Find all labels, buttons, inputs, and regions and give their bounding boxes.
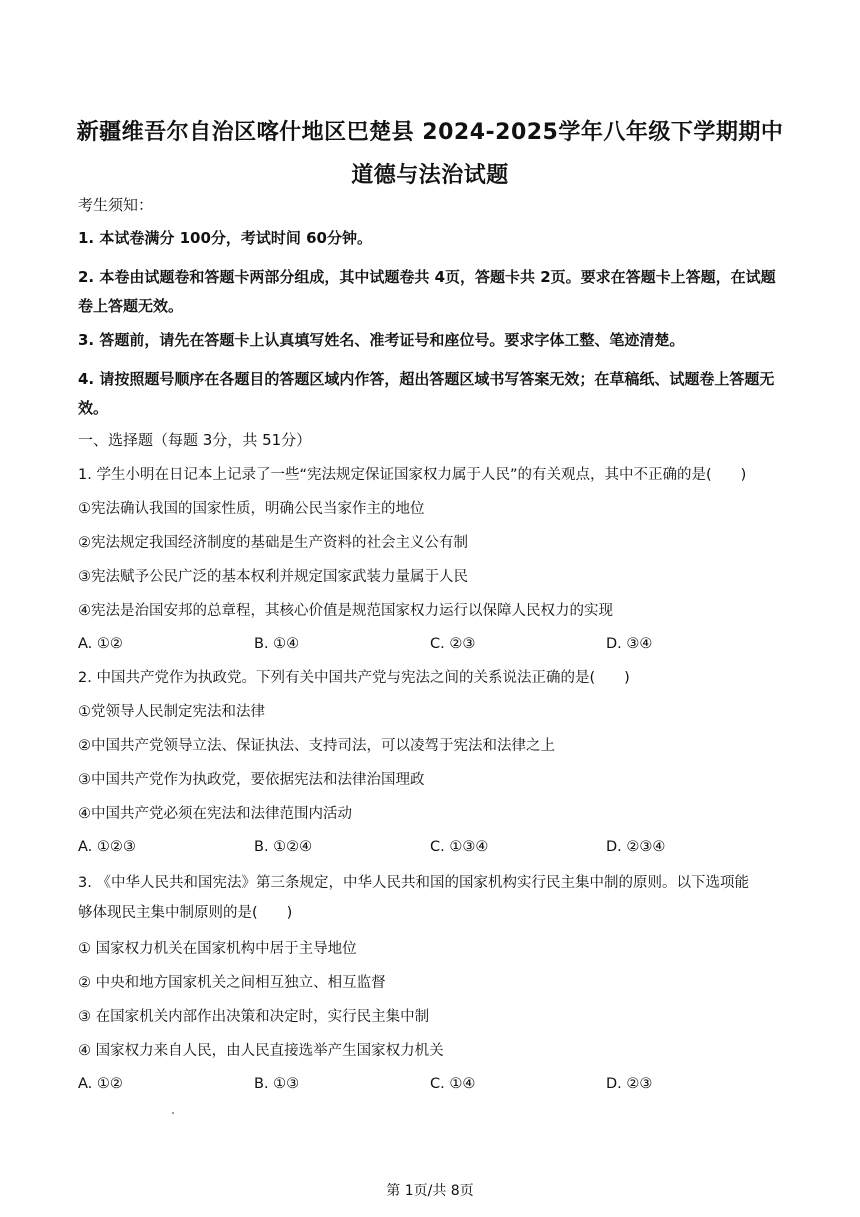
question-1-option-b[interactable]: B. ①④ [254,636,300,652]
question-1-statement-3: ③宪法赋予公民广泛的基本权利并规定国家武装力量属于人民 [78,569,468,585]
section-heading: 一、选择题（每题 3分，共 51分） [78,431,312,449]
question-3-option-c[interactable]: C. ①④ [430,1076,476,1092]
question-2-option-b[interactable]: B. ①②④ [254,839,313,855]
question-1-stem: 1. 学生小明在日记本上记录了一些“宪法规定保证国家权力属于人民”的有关观点，其中不正确的是( ) [78,467,747,483]
notice-heading: 考生须知： [78,196,154,214]
question-2-option-c[interactable]: C. ①③④ [430,839,489,855]
question-3-option-b[interactable]: B. ①③ [254,1076,300,1092]
question-2-option-d[interactable]: D. ②③④ [606,839,666,855]
exam-title-line2: 道德与法治试题 [351,163,509,188]
scan-speck [172,1112,174,1114]
notice-item-4: 4. 请按照题号顺序在各题目的答题区域内作答，超出答题区域书写答案无效；在草稿纸、试题卷上答题无效。 [78,370,775,417]
question-3-stem-line2: 够体现民主集中制原则的是( ) [78,905,293,921]
notice-item-2: 2. 本卷由试题卷和答题卡两部分组成，其中试题卷共 4页，答题卡共 2页。要求在答题卡上答题，在试题卷上答题无效。 [78,268,776,315]
question-3-option-a[interactable]: A. ①② [78,1076,123,1092]
notice-item-3: 3. 答题前，请先在答题卡上认真填写姓名、准考证号和座位号。要求字体工整、笔迹清楚。 [78,331,685,349]
question-3-option-d[interactable]: D. ②③ [606,1076,653,1092]
question-1-statement-4: ④宪法是治国安邦的总章程，其核心价值是规范国家权力运行以保障人民权力的实现 [78,603,613,619]
question-2-statement-3: ③中国共产党作为执政党，要依据宪法和法律治国理政 [78,772,425,788]
question-3-statement-2: ② 中央和地方国家机关之间相互独立、相互监督 [78,975,386,991]
exam-title-line1: 新疆维吾尔自治区喀什地区巴楚县 2024-2025学年八年级下学期期中 [76,120,784,145]
question-3-statement-3: ③ 在国家机关内部作出决策和决定时，实行民主集中制 [78,1009,430,1025]
question-1-option-a[interactable]: A. ①② [78,636,123,652]
question-2-statement-1: ①党领导人民制定宪法和法律 [78,704,265,720]
question-1-statement-2: ②宪法规定我国经济制度的基础是生产资料的社会主义公有制 [78,535,468,551]
question-2-statement-4: ④中国共产党必须在宪法和法律范围内活动 [78,806,352,822]
notice-item-1: 1. 本试卷满分 100分，考试时间 60分钟。 [78,229,372,247]
question-1-option-c[interactable]: C. ②③ [430,636,476,652]
question-2-option-a[interactable]: A. ①②③ [78,839,136,855]
question-3-statement-1: ① 国家权力机关在国家机构中居于主导地位 [78,941,357,957]
question-2-stem: 2. 中国共产党作为执政党。下列有关中国共产党与宪法之间的关系说法正确的是( ) [78,670,630,686]
question-1-option-d[interactable]: D. ③④ [606,636,653,652]
question-3-stem-line1: 3. 《中华人民共和国宪法》第三条规定，中华人民共和国的国家机构实行民主集中制的原则。以下选项能 [78,875,749,891]
page-footer: 第 1页/共 8页 [386,1183,474,1199]
question-3-statement-4: ④ 国家权力来自人民，由人民直接选举产生国家权力机关 [78,1043,444,1059]
question-2-statement-2: ②中国共产党领导立法、保证执法、支持司法，可以凌驾于宪法和法律之上 [78,738,555,754]
question-1-statement-1: ①宪法确认我国的国家性质，明确公民当家作主的地位 [78,501,425,517]
